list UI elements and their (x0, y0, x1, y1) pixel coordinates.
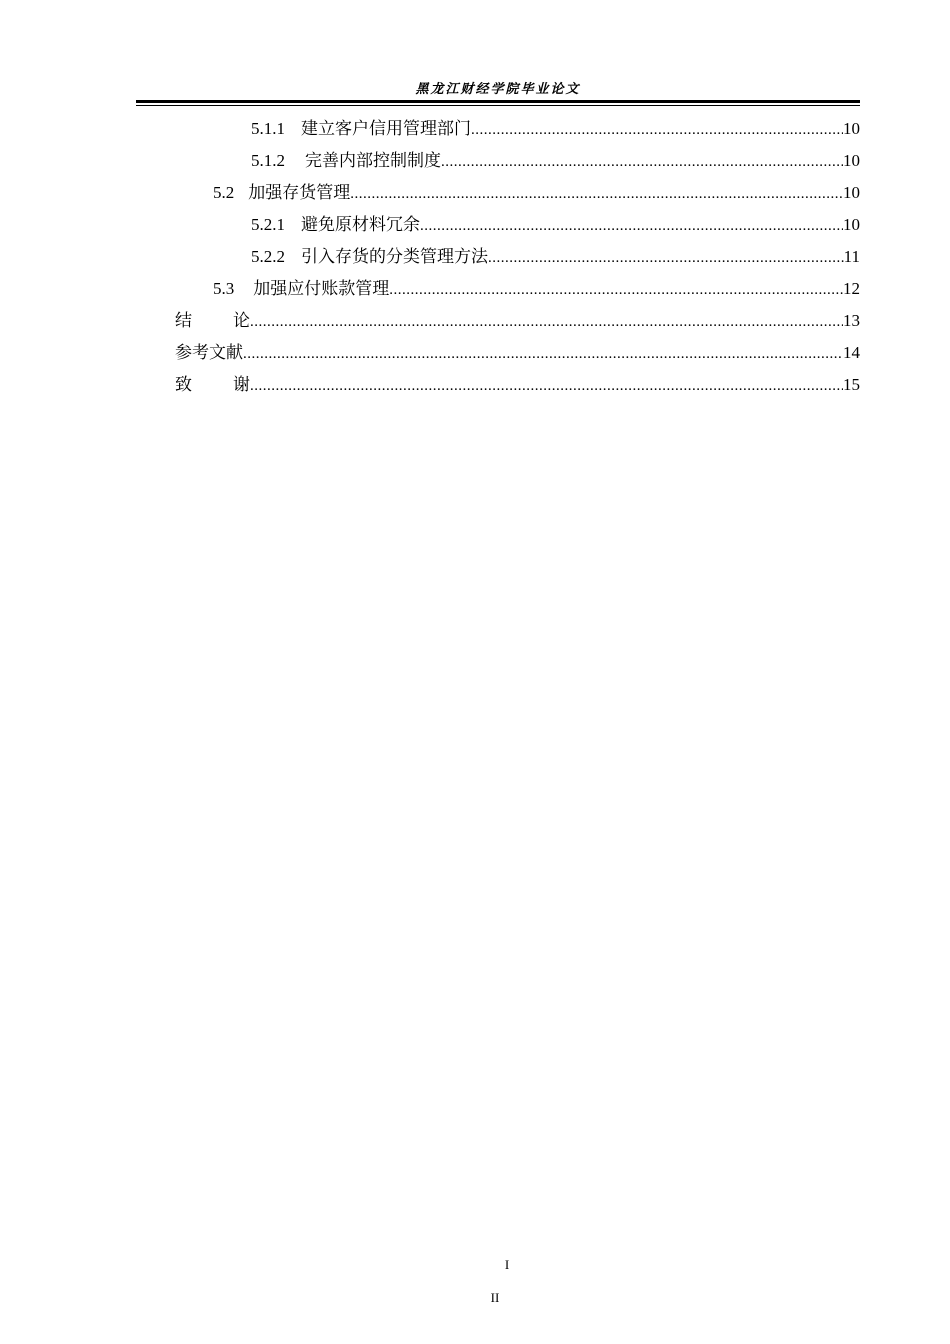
toc-leader-dots (243, 342, 843, 366)
toc-entry-number: 5.2.1 (251, 215, 285, 234)
toc-entry[interactable] (175, 309, 860, 333)
toc-entry-title: 引入存货的分类管理方法 (301, 247, 488, 266)
toc-entry-number: 5.2 (213, 183, 235, 202)
toc-leader-dots (488, 246, 844, 270)
toc-entry-number: 5.1.1 (251, 119, 285, 138)
toc-leader-dots (250, 374, 843, 398)
toc-entry-title-part: 谢 (233, 375, 250, 394)
toc-entry-page: 10 (843, 119, 860, 138)
toc-entry-number: 5.2.2 (251, 247, 285, 266)
toc-leader-dots (441, 150, 843, 174)
toc-entry-page: 15 (843, 375, 860, 394)
toc-entry-number: 5.3 (213, 279, 235, 298)
toc-entry-title-part: 致 (175, 375, 192, 394)
toc-entry-title: 参考文献 (175, 343, 243, 362)
toc-entry-title: 建立客户信用管理部门 (301, 119, 471, 138)
toc-leader-dots (420, 214, 843, 238)
toc-entry-number: 5.1.2 (251, 151, 285, 170)
page-number-roman-1: I (504, 1257, 510, 1272)
toc-leader-dots (389, 278, 843, 302)
toc-entry-title: 避免原材料冗余 (301, 215, 420, 234)
toc-entry[interactable] (175, 373, 860, 397)
toc-entry-page: 13 (843, 311, 860, 330)
toc-entry-page: 10 (843, 183, 860, 202)
header-rule-thick (136, 100, 860, 103)
page-number-roman-2: II (490, 1290, 500, 1305)
toc-entry-title: 完善内部控制制度 (305, 151, 441, 170)
toc-entry-title: 加强存货管理 (248, 183, 351, 202)
toc-entry-title: 加强应付账款管理 (253, 279, 390, 298)
toc-entry-title-part: 论 (233, 311, 250, 330)
header-rule-thin (136, 105, 860, 106)
toc-entry-page: 14 (843, 343, 860, 362)
toc-entry[interactable] (213, 277, 860, 301)
toc-entry-page: 10 (843, 151, 860, 170)
toc-leader-dots (471, 118, 843, 142)
toc-entry-page: 11 (843, 247, 860, 266)
toc-entry-page: 10 (843, 215, 860, 234)
header-title: 黑龙江财经学院毕业论文 (415, 81, 581, 96)
toc-entry[interactable] (175, 341, 860, 365)
toc-entry[interactable] (251, 117, 860, 141)
toc-leader-dots (250, 310, 843, 334)
toc-entry[interactable] (251, 213, 860, 237)
toc-entry-title-part: 结 (175, 311, 192, 330)
toc-entry-page: 12 (843, 279, 860, 298)
toc-entry[interactable] (251, 149, 860, 173)
toc-entry[interactable] (251, 245, 860, 269)
toc-entry[interactable] (213, 181, 860, 205)
toc-leader-dots (350, 182, 843, 206)
